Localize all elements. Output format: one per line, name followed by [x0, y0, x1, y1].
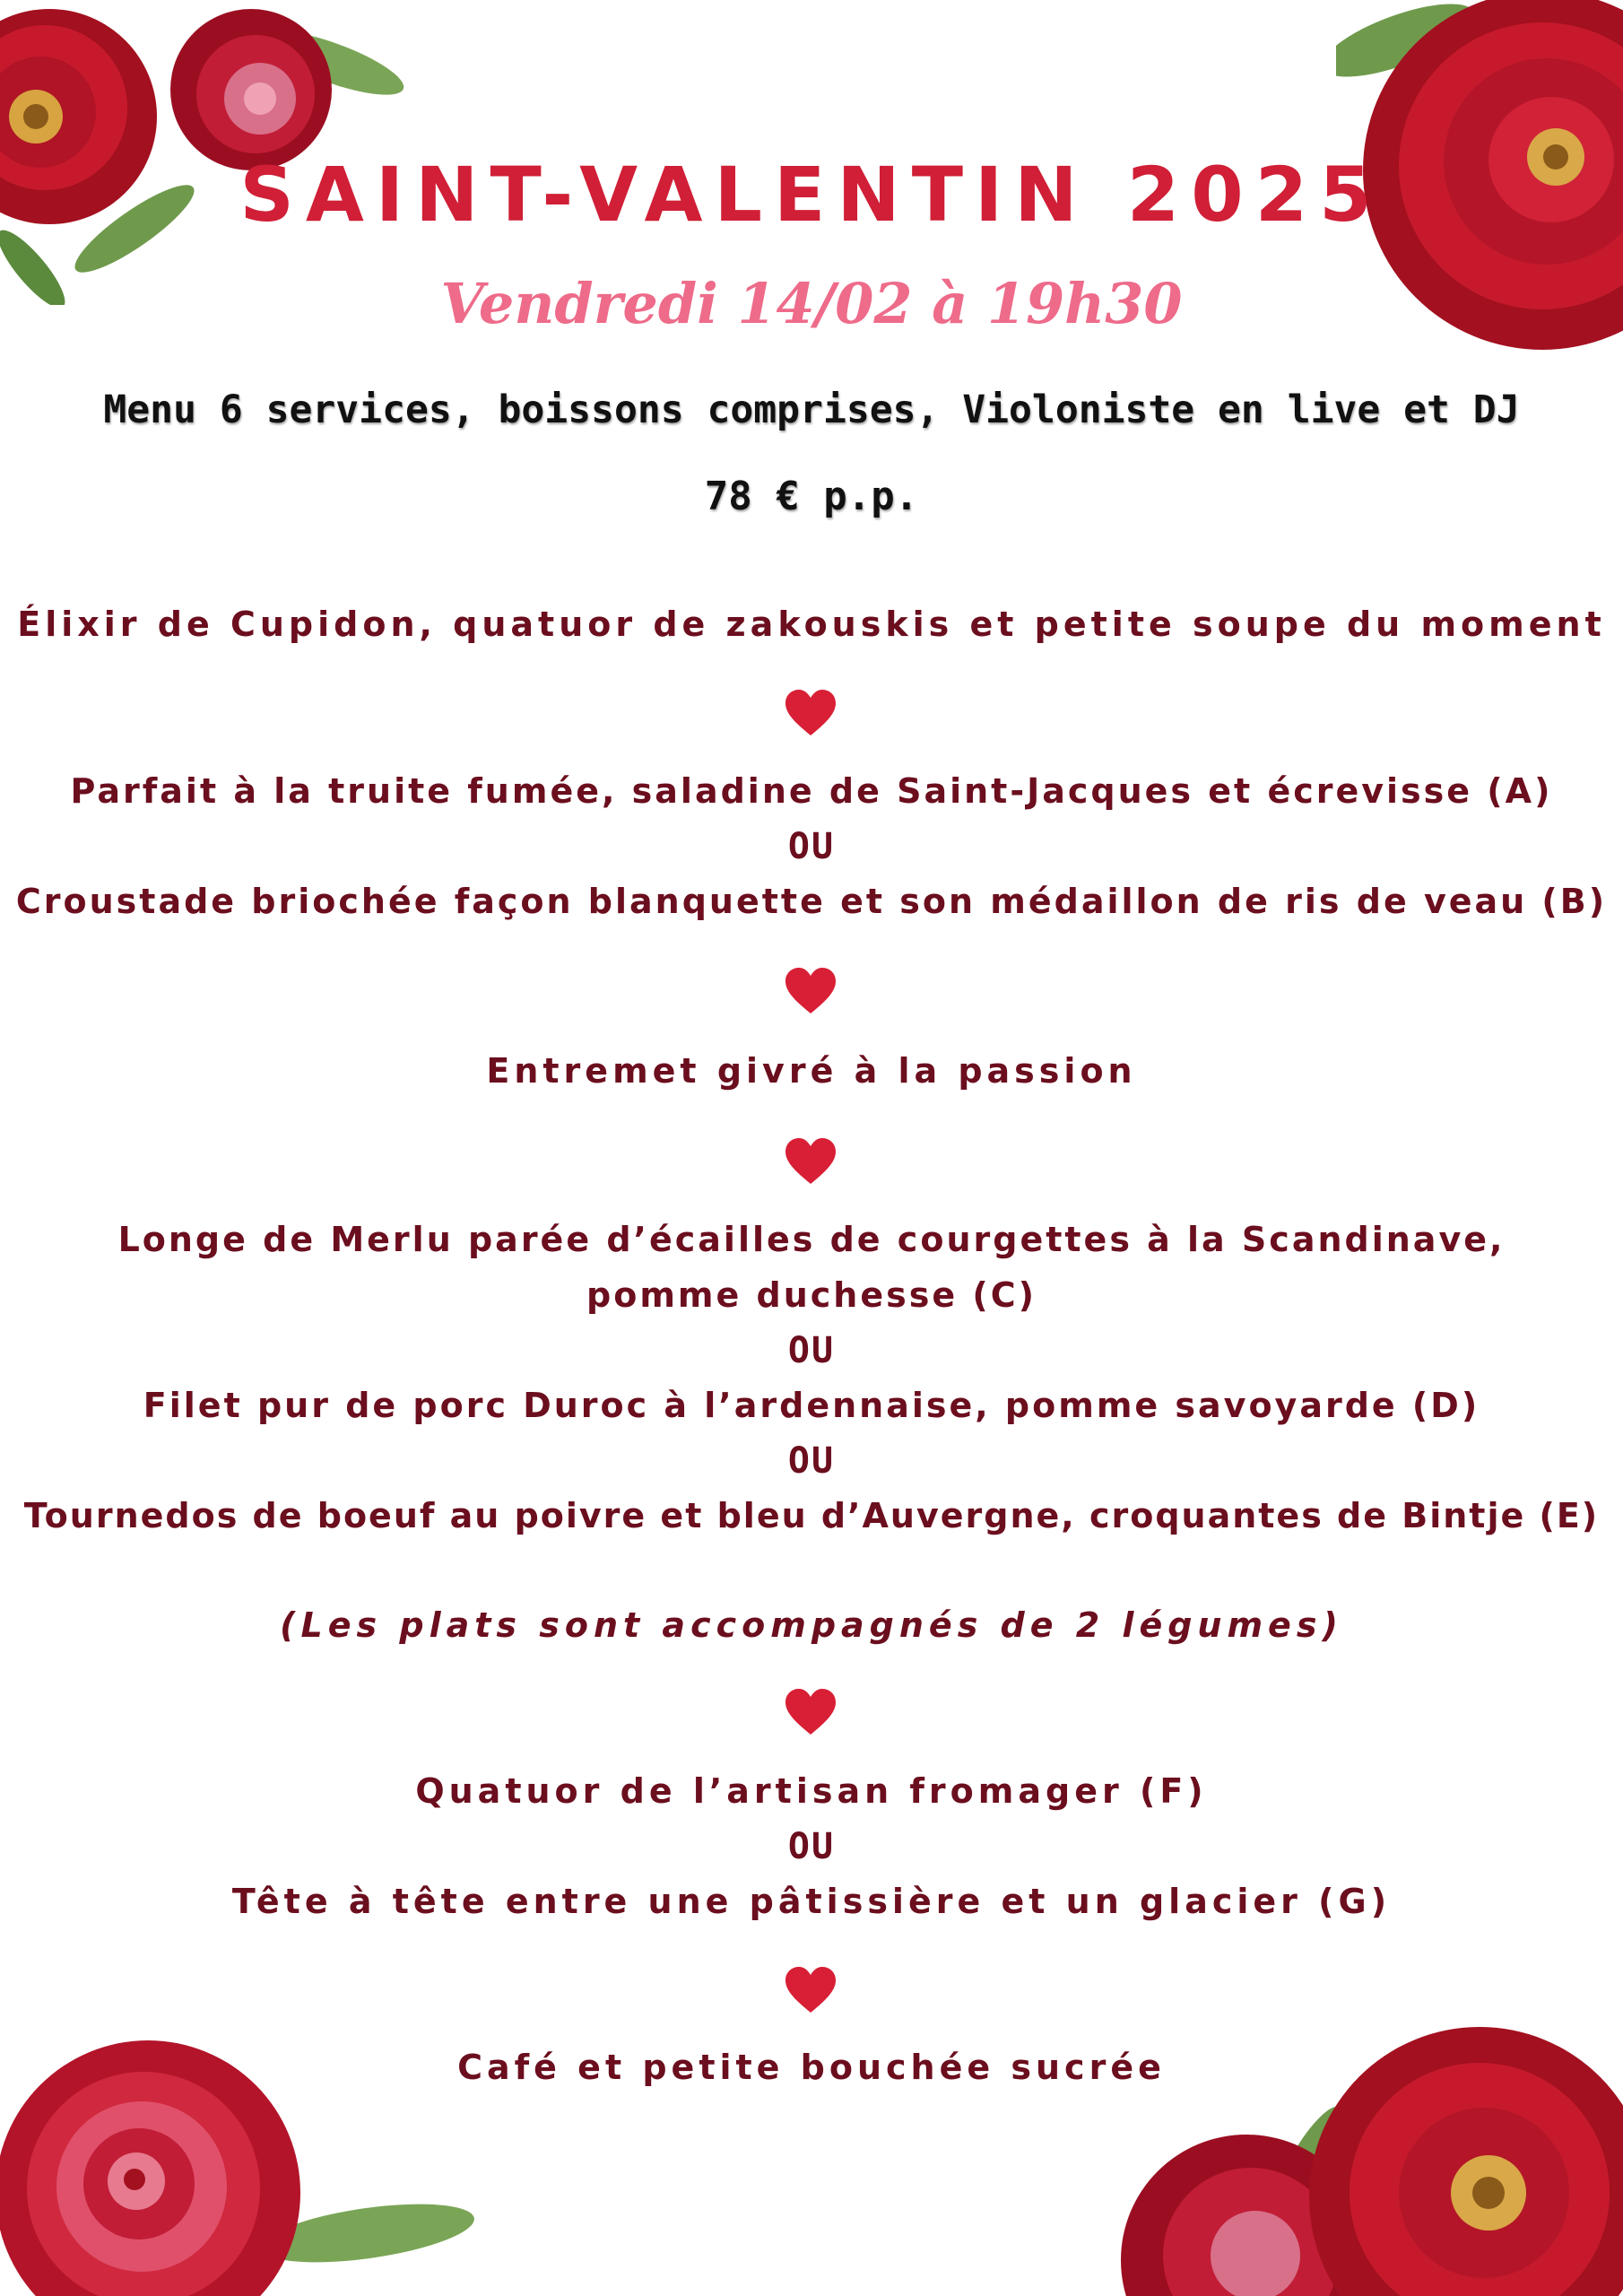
- menu-or: OU: [787, 1440, 836, 1482]
- heart-icon: [784, 1137, 838, 1186]
- heart-icon: [784, 689, 838, 737]
- menu-entree-a: Parfait à la truite fumée, saladine de Saint-Jacques et écrevisse (A): [70, 771, 1553, 811]
- heart-icon: [784, 967, 838, 1015]
- menu-main-e: Tournedos de boeuf au poivre et bleu d’Auvergne, croquantes de Bintje (E): [23, 1496, 1600, 1535]
- menu-coffee: Café et petite bouchée sucrée: [457, 2048, 1166, 2087]
- menu-sorbet: Entremet givré à la passion: [486, 1051, 1137, 1091]
- heart-icon: [784, 1688, 838, 1736]
- menu-main-d: Filet pur de porc Duroc à l’ardennaise, pomme savoyarde (D): [143, 1386, 1480, 1425]
- menu-or: OU: [787, 1330, 836, 1371]
- menu-main-c-line2: pomme duchesse (C): [586, 1275, 1037, 1315]
- menu-or: OU: [787, 826, 836, 867]
- menu-or: OU: [787, 1826, 836, 1867]
- menu-intro: Menu 6 services, boissons comprises, Violoniste en live et DJ: [103, 387, 1520, 432]
- menu-starter: Élixir de Cupidon, quatuor de zakouskis et petite soupe du moment: [17, 604, 1606, 644]
- menu-entree-b: Croustade briochée façon blanquette et son médaillon de ris de veau (B): [15, 882, 1608, 921]
- heart-icon: [784, 1966, 838, 2014]
- menu-note: (Les plats sont accompagnés de 2 légumes): [280, 1605, 1343, 1645]
- menu-price: 78 € p.p.: [704, 474, 919, 519]
- menu-main-c-line1: Longe de Merlu parée d’écailles de courgettes à la Scandinave,: [117, 1220, 1506, 1259]
- menu-cheese-f: Quatuor de l’artisan fromager (F): [415, 1771, 1208, 1811]
- menu-dessert-g: Tête à tête entre une pâtissière et un glacier (G): [231, 1882, 1392, 1921]
- page-title: SAINT-VALENTIN 2025: [239, 151, 1384, 239]
- event-date: Vendredi 14/02 à 19h30: [440, 271, 1183, 336]
